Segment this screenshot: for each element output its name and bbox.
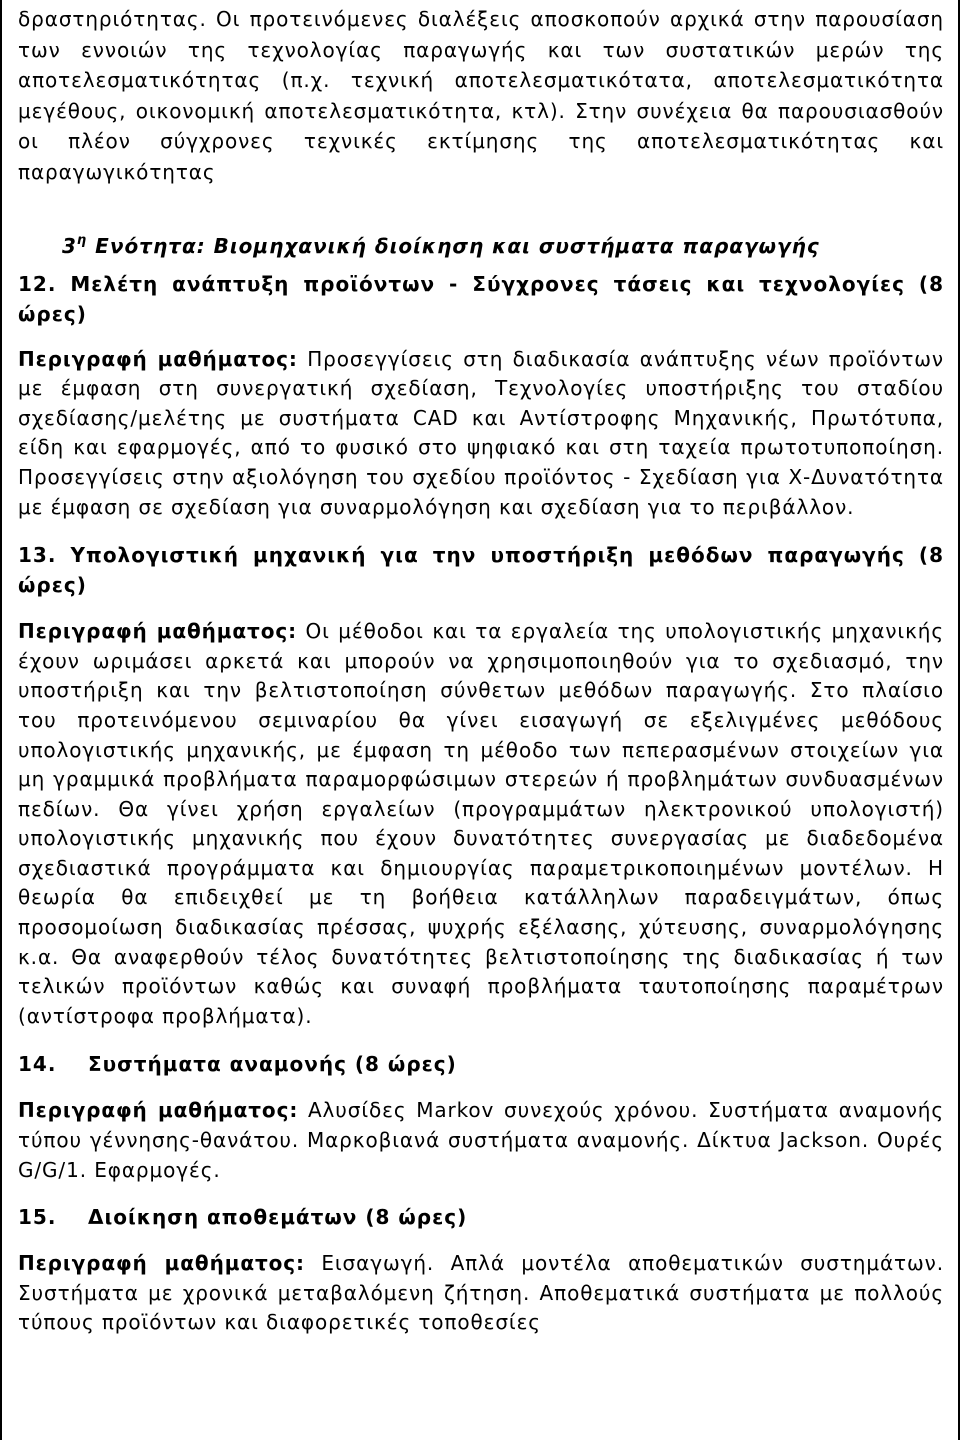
course-number: 14. xyxy=(18,1052,57,1077)
course-description-13 xyxy=(18,617,944,1031)
unit-number: 3 xyxy=(62,233,77,258)
course-description-15 xyxy=(18,1249,944,1338)
course-description-14 xyxy=(18,1096,944,1185)
course-title-14 xyxy=(18,1049,944,1079)
course-name: Διοίκηση αποθεμάτων (8 ώρες) xyxy=(88,1205,468,1230)
course-name: Μελέτη ανάπτυξη προϊόντων - Σύγχρονες τάσεις και τεχνολογίες (8 ώρες) xyxy=(18,271,944,326)
course-name: Υπολογιστική μηχανική για την υποστήριξη μεθόδων παραγωγής (8 ώρες) xyxy=(18,543,944,598)
course-description-12 xyxy=(18,345,944,523)
description-text: Εισαγωγή. Απλά μοντέλα αποθεματικών συστημάτων. Συστήματα με χρονικά μεταβαλόμενη ζήτηση. Αποθεματικά συστήματα με πολλούς τύπους προϊόντων και διαφορετικές τοποθεσίες xyxy=(18,1251,944,1335)
description-text: Αλυσίδες Markov συνεχούς χρόνου. Συστήματα αναμονής τύπου γέννησης-θανάτου. Μαρκοβιανά συστήματα αναμονής. Δίκτυα Jackson. Ουρές G/G/1. Εφαρμογές. xyxy=(18,1098,944,1182)
unit-title: Ενότητα: Βιομηχανική διοίκηση και συστήματα παραγωγής xyxy=(95,233,820,258)
course-title-13 xyxy=(18,540,944,600)
description-text: Προσεγγίσεις στη διαδικασία ανάπτυξης νέων προϊόντων με έμφαση στη συνεργατική σχεδίαση, Τεχνολογίες υποστήριξης του σταδίου σχεδίασης/μελέτης με συστήματα CAD και Αντίστροφης Μηχανικής, Πρωτότυπα, είδη και εφαρμογές, από το φυσικό στο ψηφιακό και στη ταχεία πρωτοτυποποίηση. Προσεγγίσεις στην αξιολόγηση του σχεδίου προϊόντος - Σχεδίαση για Χ-Δυνατότητα με έμφαση σε σχεδίαση για συναρμολόγηση και σχεδίαση για το περιβάλλον. xyxy=(18,346,944,519)
unit-heading xyxy=(62,231,944,261)
description-label: Περιγραφή μαθήματος: xyxy=(18,1251,305,1276)
description-label: Περιγραφή μαθήματος: xyxy=(18,1098,299,1123)
description-text: Οι μέθοδοι και τα εργαλεία της υπολογιστικής μηχανικής έχουν ωριμάσει αρκετά και μπορούν να χρησιμοποιηθούν για το σχεδιασμό, την υποστήριξη και την βελτιστοποίηση σύνθετων μεθόδων παραγωγής. Στο πλαίσιο του προτεινόμενου σεμιναρίου θα γίνει εισαγωγή σε εξελιγμένες μεθόδους υπολογιστικής μηχανικής, με έμφαση τη μέθοδο των πεπερασμένων στοιχείων για μη γραμμικά προβλήματα παραμορφώσιμων στερεών ή προβλημάτων συνδυασμένων πεδίων. Θα γίνει χρήση εργαλείων (προγραμμάτων ηλεκτρονικού υπολογιστή) υπολογιστικής μηχανικής που έχουν δυνατότητες συνεργασίας με διαδεδομένα σχεδιαστικά προγράμματα και δημιουργίας παραμετρικοποιημένων μοντέλων. Η θεωρία θα επιδειχθεί με τη βοήθεια κατάλληλων παραδειγμάτων, όπως προσομοίωση διαδικασίας πρέσσας, ψυχρής εξέλασης, χύτευσης, συναρμολόγησης κ.α. Θα αναφερθούν τέλος δυνατότητες βελτιστοποίησης της διαδικασίας ή των τελικών προϊόντων καθώς και συναφή προβλήματα ταυτοποίησης παραμέτρων (αντίστροφα προβλήματα). xyxy=(18,619,945,1028)
description-label: Περιγραφή μαθήματος: xyxy=(18,346,298,371)
document-body xyxy=(18,4,944,1338)
course-name: Συστήματα αναμονής (8 ώρες) xyxy=(88,1052,457,1077)
course-title-15 xyxy=(18,1202,944,1232)
unit-ordinal-suffix: η xyxy=(76,232,88,248)
intro-paragraph: δραστηριότητας. Οι προτεινόμενες διαλέξεις αποσκοπούν αρχικά στην παρουσίαση των εννοιών της τεχνολογίας παραγωγής και των συστατικών μερών της αποτελεσματικότητας (π.χ. τεχνική αποτελεσματικότατα, αποτελεσματικότητα μεγέθους, οικονομική αποτελεσματικότητα, κτλ). Στην συνέχεια θα παρουσιασθούν οι πλέον σύγχρονες τεχνικές εκτίμησης της αποτελεσματικότητας και παραγωγικότητας xyxy=(18,7,944,184)
course-number: 13. xyxy=(18,543,57,568)
description-label: Περιγραφή μαθήματος: xyxy=(18,619,297,644)
course-number: 12. xyxy=(18,271,57,296)
course-number: 15. xyxy=(18,1205,57,1230)
course-title-12 xyxy=(18,269,944,329)
